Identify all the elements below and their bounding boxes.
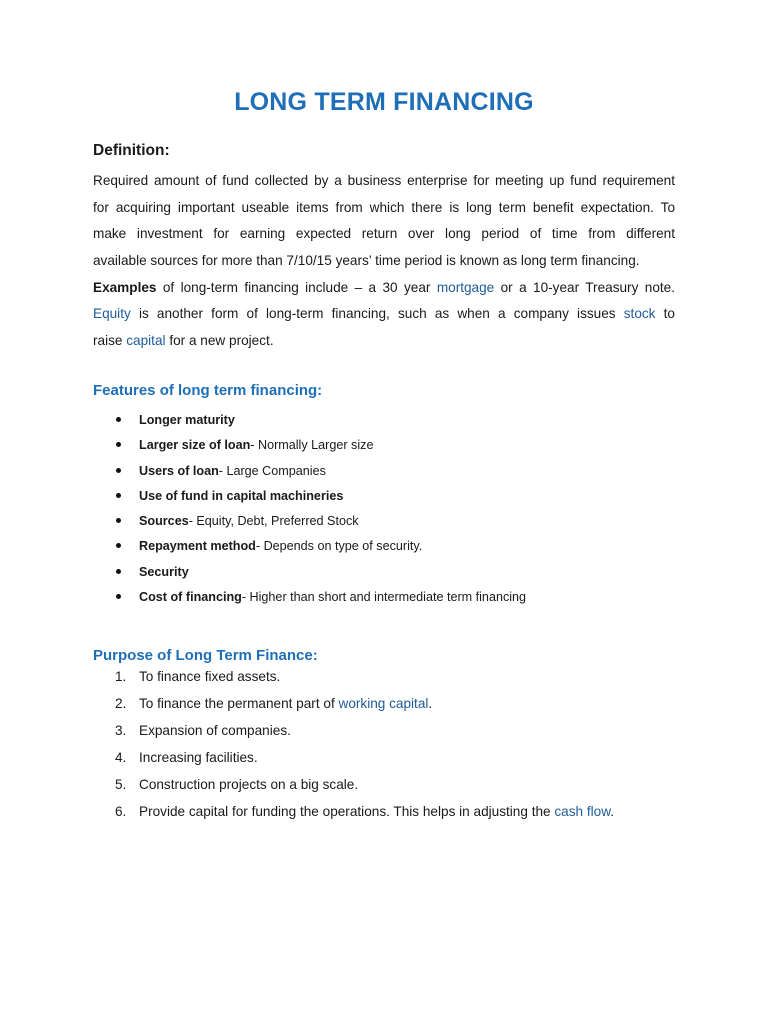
page-title: LONG TERM FINANCING (234, 88, 534, 116)
list-item (93, 666, 614, 693)
working-capital-link[interactable]: working capital (338, 696, 429, 711)
item-number: 1. (115, 669, 127, 684)
purpose-heading: Purpose of Long Term Finance: (93, 647, 318, 664)
feature-detail: - Depends on type of security. (255, 539, 423, 554)
purpose-text: Expansion of companies. (139, 723, 291, 738)
list-item (93, 801, 614, 828)
bullet-icon (116, 493, 121, 498)
equity-text-1: is another form of long-term financing, such as when a company issues (130, 306, 624, 322)
capital-link[interactable]: capital (126, 333, 166, 349)
list-item (93, 486, 526, 511)
bullet-icon (116, 442, 121, 447)
bullet-icon (116, 543, 121, 548)
purpose-text: To finance the permanent part of (139, 696, 339, 711)
item-number: 3. (115, 723, 127, 738)
purpose-text-after: . (610, 804, 615, 819)
examples-label: Examples (93, 279, 157, 295)
list-item (93, 435, 526, 460)
item-number: 5. (115, 777, 127, 792)
bullet-icon (116, 569, 121, 574)
examples-text-2: or a 10-year Treasury note. (494, 279, 675, 295)
purpose-list (93, 666, 614, 828)
examples-line (93, 275, 675, 302)
list-item (93, 693, 614, 720)
purpose-text: Construction projects on a big scale. (139, 777, 359, 792)
cash-flow-link[interactable]: cash flow (554, 804, 611, 819)
feature-detail: - Normally Larger size (250, 438, 374, 453)
bullet-icon (116, 518, 121, 523)
equity-text-2: to (655, 306, 675, 322)
mortgage-link[interactable]: mortgage (436, 279, 495, 295)
purpose-text: To finance fixed assets. (139, 669, 281, 684)
list-item (93, 747, 614, 774)
list-item (93, 587, 526, 612)
definition-line-1: Required amount of fund collected by a business enterprise for meeting up fund requirement (93, 173, 675, 188)
list-item (93, 536, 526, 561)
bullet-icon (116, 417, 121, 422)
list-item (93, 461, 526, 486)
definition-line-2: for acquiring important useable items from which there is long term benefit expectation. To (93, 199, 675, 215)
raise-text-1: raise (93, 333, 127, 349)
features-list (93, 410, 526, 612)
equity-link[interactable]: Equity (93, 306, 131, 322)
feature-detail: - Higher than short and intermediate term financing (241, 590, 527, 605)
feature-label: Users of loan (139, 463, 219, 478)
feature-label: Longer maturity (139, 413, 235, 427)
features-heading: Features of long term financing: (93, 382, 323, 399)
definition-line-3: make investment for earning expected return over long period of time from different (93, 226, 675, 242)
definition-paragraph (93, 168, 675, 355)
list-item (93, 774, 614, 801)
definition-line-4: available sources for more than 7/10/15 years’ time period is known as long term financing. (93, 253, 640, 269)
list-item (93, 720, 614, 747)
bullet-icon (116, 468, 121, 473)
list-item (93, 511, 526, 536)
list-item (93, 410, 526, 435)
list-item (93, 562, 526, 587)
feature-detail: - Equity, Debt, Preferred Stock (188, 514, 359, 529)
feature-label: Larger size of loan (139, 438, 251, 453)
stock-link[interactable]: stock (623, 306, 656, 322)
item-number: 6. (115, 804, 127, 819)
feature-detail: - Large Companies (218, 463, 326, 478)
feature-label: Security (139, 564, 189, 579)
examples-text-1: of long-term financing include – a 30 year (156, 279, 437, 295)
definition-heading: Definition: (93, 142, 170, 159)
feature-label: Use of fund in capital machineries (139, 488, 344, 503)
feature-label: Repayment method (139, 539, 256, 554)
equity-line (93, 301, 675, 328)
feature-label: Cost of financing (139, 590, 242, 605)
purpose-text-after: . (428, 696, 433, 711)
bullet-icon (116, 594, 121, 599)
item-number: 2. (115, 696, 127, 711)
purpose-text: Increasing facilities. (139, 750, 258, 765)
purpose-text: Provide capital for funding the operations. This helps in adjusting the (139, 804, 555, 819)
raise-line (93, 328, 675, 355)
item-number: 4. (115, 750, 127, 765)
raise-text-2: for a new project. (165, 333, 274, 349)
feature-label: Sources (139, 514, 189, 529)
